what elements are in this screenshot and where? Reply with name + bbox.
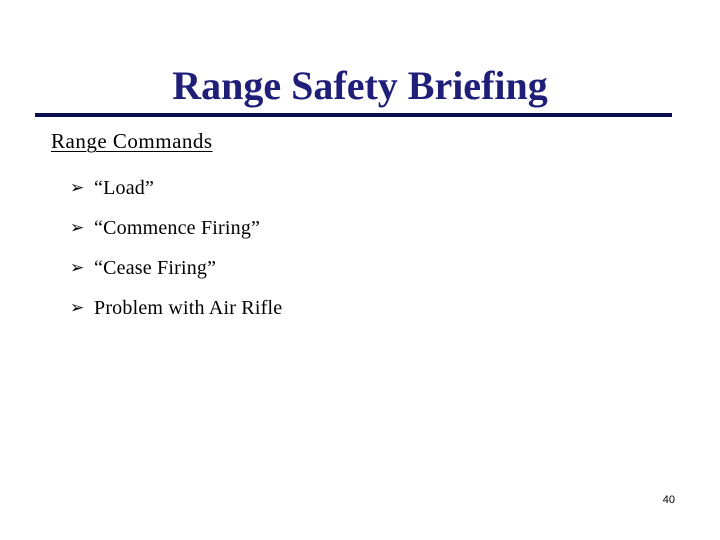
bullet-item [70,288,282,328]
page-number: 40 [662,494,675,506]
bullet-text: “Cease Firing” [94,256,217,279]
bullet-item [70,168,282,208]
bullet-list [70,168,282,328]
arrowhead-icon: ➢ [70,218,85,238]
arrowhead-icon: ➢ [70,298,85,318]
bullet-item [70,208,282,248]
bullet-text: “Load” [94,176,155,199]
bullet-item [70,248,282,288]
bullet-text: “Commence Firing” [94,216,261,239]
arrowhead-icon: ➢ [70,258,85,278]
slide-title: Range Safety Briefing [172,63,548,108]
bullet-text: Problem with Air Rifle [94,296,283,319]
section-heading: Range Commands [51,129,213,153]
title-divider [35,113,672,117]
arrowhead-icon: ➢ [70,178,85,198]
